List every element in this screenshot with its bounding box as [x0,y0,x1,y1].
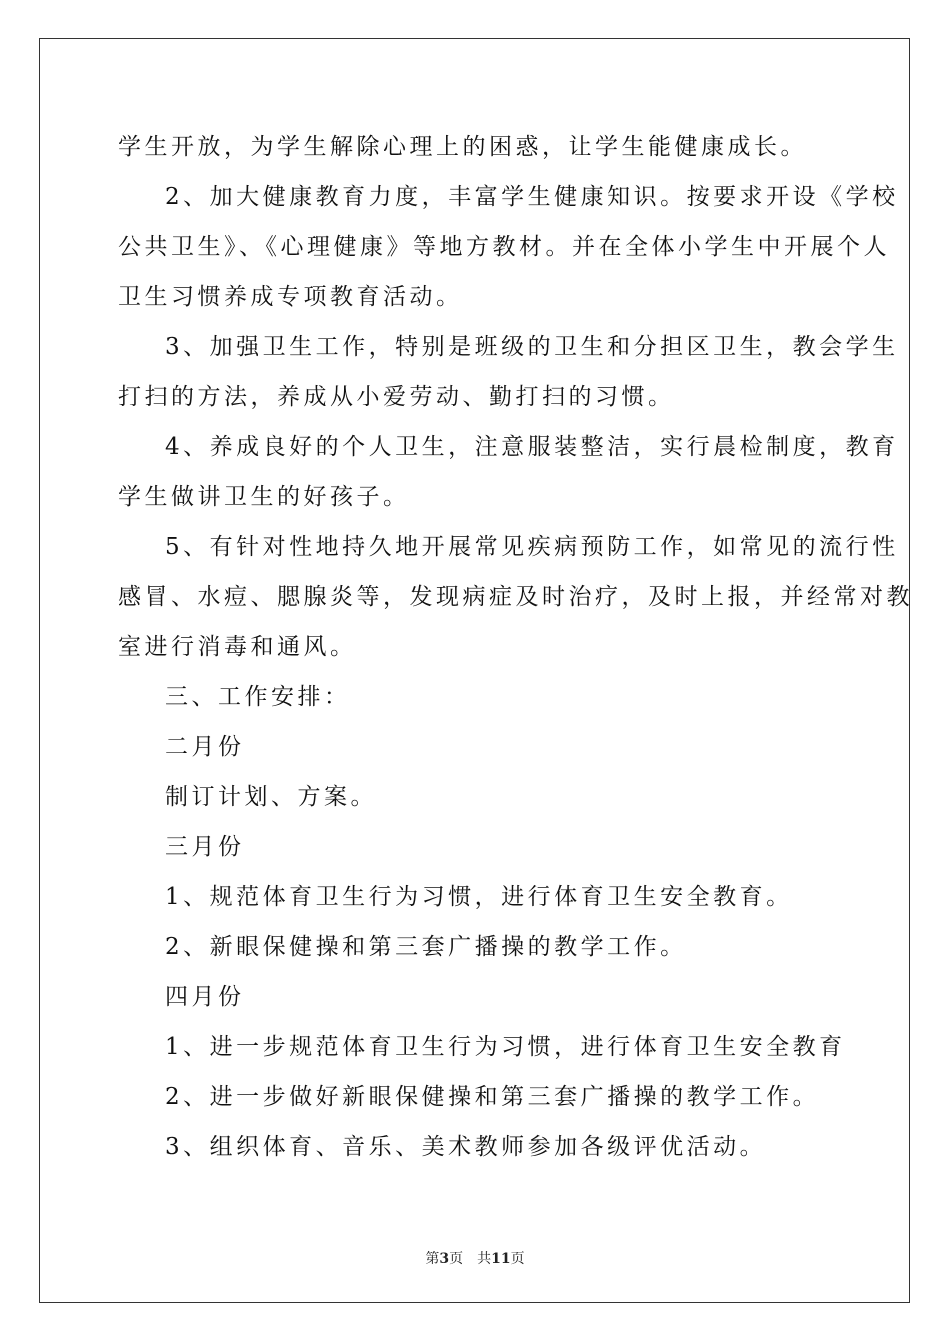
text-line: 4、养成良好的个人卫生，注意服装整洁，实行晨检制度，教育 [165,434,899,460]
text-line: 公共卫生》、《心理健康》等地方教材。并在全体小学生中开展个人 [118,234,890,260]
page-suffix: 页 [449,1251,464,1267]
text-line: 学生开放，为学生解除心理上的困惑，让学生能健康成长。 [118,134,807,160]
section-heading: 三、工作安排： [165,684,351,710]
text-line: 3、组织体育、音乐、美术教师参加各级评优活动。 [165,1134,767,1160]
text-line: 2、加大健康教育力度，丰富学生健康知识。按要求开设《学校 [165,184,899,210]
page-footer [0,1248,950,1268]
total-prefix: 共 [477,1251,492,1267]
text-line: 1、进一步规范体育卫生行为习惯，进行体育卫生安全教育 [165,1034,846,1060]
text-line: 1、规范体育卫生行为习惯，进行体育卫生安全教育。 [165,884,793,910]
text-line: 3、加强卫生工作，特别是班级的卫生和分担区卫生，教会学生 [165,334,899,360]
text-line: 卫生习惯养成专项教育活动。 [118,284,463,310]
page-number: 3 [439,1251,450,1267]
total-pages: 11 [491,1251,511,1267]
month-heading: 二月份 [165,734,245,760]
text-line: 2、新眼保健操和第三套广播操的教学工作。 [165,934,687,960]
month-heading: 四月份 [165,984,245,1010]
text-line: 学生做讲卫生的好孩子。 [118,484,410,510]
text-line: 感冒、水痘、腮腺炎等，发现病症及时治疗，及时上报，并经常对教 [118,584,913,610]
total-suffix: 页 [510,1251,525,1267]
text-line: 2、进一步做好新眼保健操和第三套广播操的教学工作。 [165,1084,820,1110]
text-line: 打扫的方法，养成从小爱劳动、勤打扫的习惯。 [118,384,675,410]
page-prefix: 第 [425,1251,440,1267]
text-line: 制订计划、方案。 [165,784,377,810]
month-heading: 三月份 [165,834,245,860]
document-body [118,127,913,1177]
text-line: 5、有针对性地持久地开展常见疾病预防工作，如常见的流行性 [165,534,899,560]
text-line: 室进行消毒和通风。 [118,634,357,660]
